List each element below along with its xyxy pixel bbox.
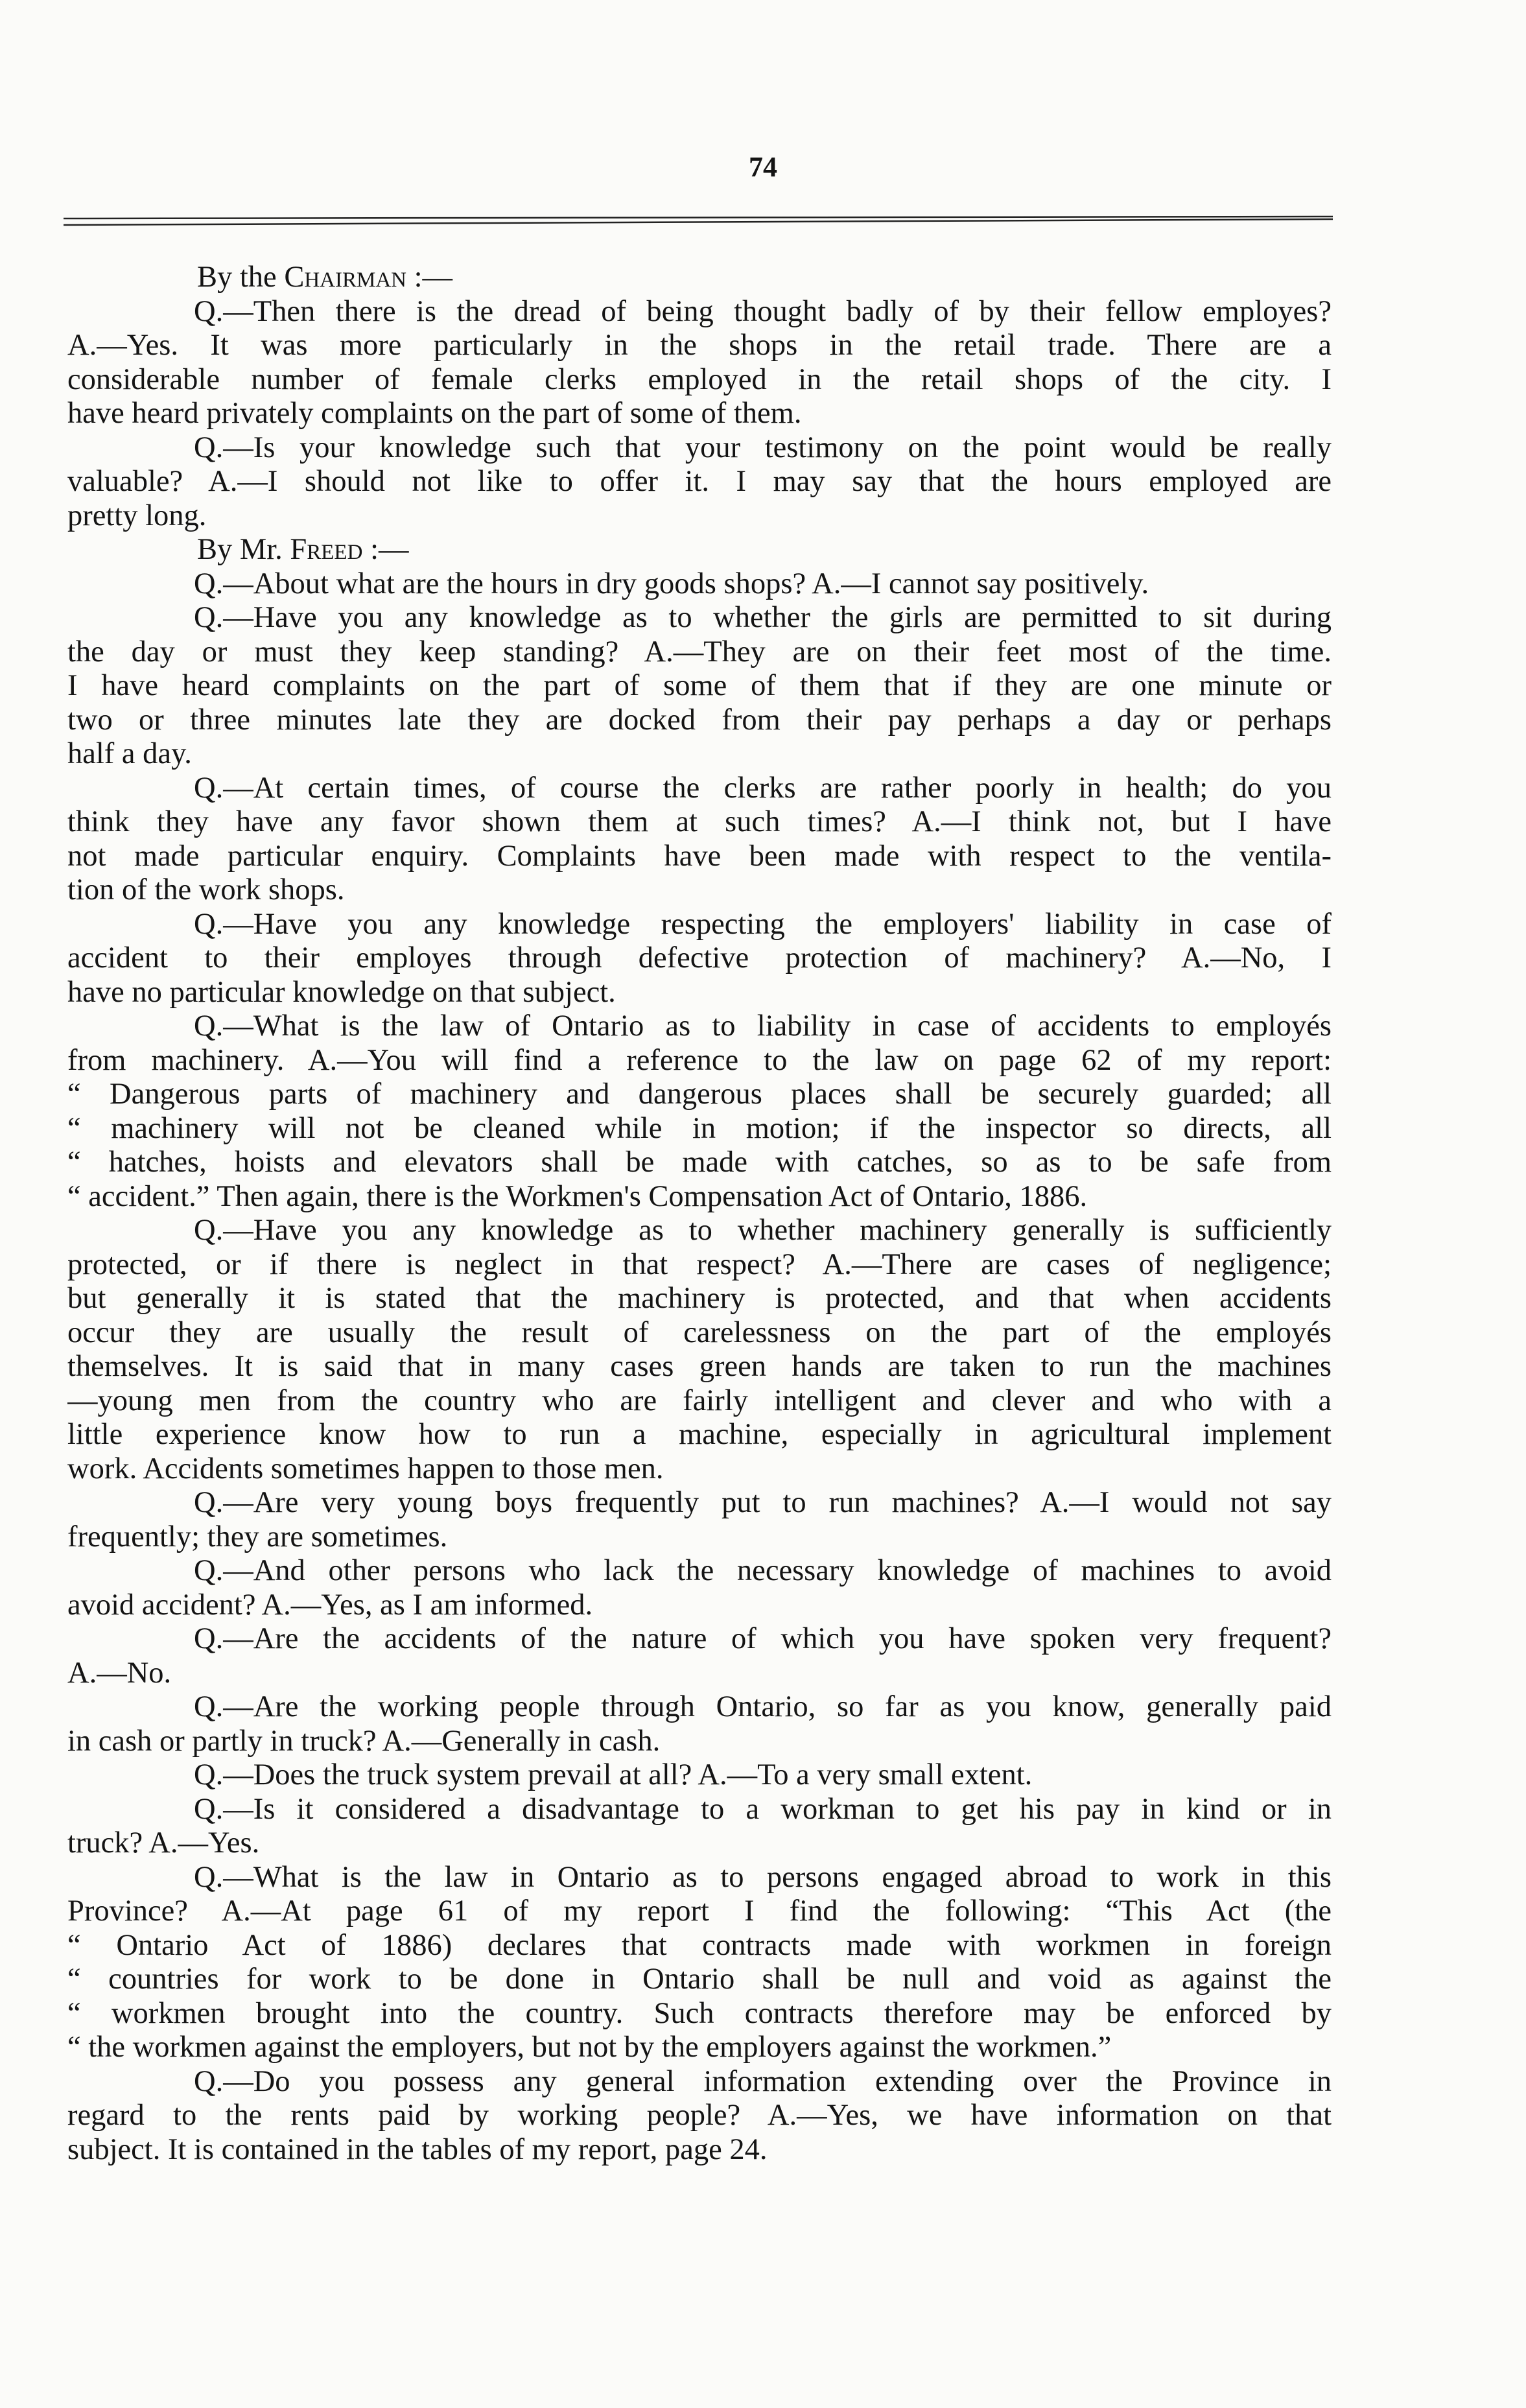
qa-paragraph	[67, 601, 1332, 772]
text-line: Q.—Then there is the dread of being thought badly of by their fellow employes?	[194, 294, 1332, 328]
speaker-name: Freed	[290, 533, 363, 566]
text-line: Q.—About what are the hours in dry goods shops? A.—I cannot say positively.	[194, 567, 1149, 600]
text-line: Q.—Have you any knowledge as to whether the girls are permitted to sit during	[194, 601, 1332, 634]
text-line: tion of the work shops.	[67, 873, 345, 906]
text-line: Q.—What is the law of Ontario as to liability in case of accidents to employés	[194, 1009, 1332, 1043]
text-line: “ Dangerous parts of machinery and dangerous places shall be securely guarded; all	[67, 1078, 1332, 1111]
text-line: Q.—Does the truck system prevail at all? A.—To a very small extent.	[194, 1758, 1033, 1791]
text-line: have no particular knowledge on that subject.	[67, 975, 616, 1009]
text-line: “ Ontario Act of 1886) declares that contracts made with workmen in foreign	[67, 1928, 1332, 1962]
text-line: “ the workmen against the employers, but not by the employers against the workmen.”	[67, 2031, 1112, 2064]
text-line: avoid accident? A.—Yes, as I am informed.	[67, 1588, 593, 1622]
speaker-prefix: By Mr.	[197, 533, 290, 566]
text-line: truck? A.—Yes.	[67, 1826, 260, 1859]
text-line: “ accident.” Then again, there is the Workmen's Compensation Act of Ontario, 1886.	[67, 1179, 1088, 1213]
text-line: but generally it is stated that the machinery is protected, and that when accidents	[67, 1282, 1332, 1315]
text-line: “ hatches, hoists and elevators shall be made with catches, so as to be safe from	[67, 1146, 1332, 1179]
qa-paragraph	[67, 1486, 1332, 1554]
qa-paragraph	[67, 2065, 1332, 2167]
text-line: from machinery. A.—You will find a reference to the law on page 62 of my report:	[67, 1043, 1332, 1077]
qa-paragraph	[67, 295, 1332, 431]
text-line: the day or must they keep standing? A.—They are on their feet most of the time.	[67, 635, 1332, 668]
text-line: A.—Yes. It was more particularly in the shops in the retail trade. There are a	[67, 329, 1332, 362]
text-line: work. Accidents sometimes happen to those men.	[67, 1452, 664, 1485]
text-line: Q.—What is the law in Ontario as to persons engaged abroad to work in this	[194, 1860, 1332, 1894]
qa-paragraph	[67, 567, 1332, 602]
qa-paragraph	[67, 1793, 1332, 1861]
text-line: Q.—Are the working people through Ontario, so far as you know, generally paid	[194, 1690, 1332, 1723]
qa-paragraph	[67, 1690, 1332, 1758]
text-line: Q.—And other persons who lack the necessary knowledge of machines to avoid	[194, 1554, 1332, 1587]
page-number: 74	[749, 151, 777, 183]
testimony-body	[67, 261, 1332, 2167]
qa-paragraph	[67, 1009, 1332, 1214]
text-line: I have heard complaints on the part of some of them that if they are one minute or	[67, 669, 1332, 702]
qa-paragraph	[67, 1622, 1332, 1690]
speaker-name: Chairman	[284, 261, 407, 294]
text-line: Province? A.—At page 61 of my report I find the following: “This Act (the	[67, 1895, 1332, 1928]
text-line: Q.—Is your knowledge such that your testimony on the point would be really	[194, 431, 1332, 464]
speaker-suffix: :—	[362, 533, 409, 566]
text-line: protected, or if there is neglect in that respect? A.—There are cases of negligence;	[67, 1247, 1332, 1281]
text-line: Q.—Are very young boys frequently put to run machines? A.—I would not say	[194, 1486, 1332, 1519]
qa-paragraph	[67, 1758, 1332, 1793]
text-line: two or three minutes late they are docked from their pay perhaps a day or perhaps	[67, 703, 1332, 737]
speaker-heading	[67, 533, 1332, 567]
speaker-suffix: :—	[406, 261, 453, 294]
text-line: Q.—Have you any knowledge as to whether machinery generally is sufficiently	[194, 1214, 1332, 1247]
text-line: little experience know how to run a machine, especially in agricultural implement	[67, 1418, 1332, 1451]
text-line: have heard privately complaints on the part of some of them.	[67, 397, 802, 430]
text-line: Q.—Do you possess any general information extending over the Province in	[194, 2064, 1332, 2098]
text-line: accident to their employes through defective protection of machinery? A.—No, I	[67, 941, 1332, 974]
text-line: think they have any favor shown them at such times? A.—I think not, but I have	[67, 805, 1332, 838]
text-line: Q.—Is it considered a disadvantage to a workman to get his pay in kind or in	[194, 1792, 1332, 1826]
qa-paragraph	[67, 772, 1332, 908]
text-line: subject. It is contained in the tables of my report, page 24.	[67, 2132, 768, 2166]
text-line: valuable? A.—I should not like to offer it. I may say that the hours employed are	[67, 465, 1332, 498]
text-line: Q.—Have you any knowledge respecting the employers' liability in case of	[194, 907, 1332, 941]
text-line: Q.—Are the accidents of the nature of which you have spoken very frequent?	[194, 1622, 1332, 1655]
text-line: A.—No.	[67, 1656, 172, 1690]
text-line: regard to the rents paid by working people? A.—Yes, we have information on that	[67, 2099, 1332, 2132]
text-line: Q.—At certain times, of course the clerks are rather poorly in health; do you	[194, 771, 1332, 805]
text-line: pretty long.	[67, 499, 207, 532]
speaker-prefix: By the	[197, 261, 285, 294]
text-line: considerable number of female clerks employed in the retail shops of the city. I	[67, 362, 1332, 396]
header-rule	[64, 211, 1334, 231]
text-line: themselves. It is said that in many cases green hands are taken to run the machines	[67, 1350, 1332, 1383]
text-line: “ machinery will not be cleaned while in motion; if the inspector so directs, all	[67, 1111, 1332, 1145]
text-line: —young men from the country who are fairly intelligent and clever and who with a	[67, 1384, 1332, 1417]
speaker-heading	[67, 261, 1332, 295]
qa-paragraph	[67, 1554, 1332, 1622]
qa-paragraph	[67, 1214, 1332, 1486]
text-line: in cash or partly in truck? A.—Generally in cash.	[67, 1724, 661, 1758]
qa-paragraph	[67, 908, 1332, 1010]
text-line: frequently; they are sometimes.	[67, 1520, 448, 1553]
text-line: not made particular enquiry. Complaints have been made with respect to the ventila-	[67, 839, 1332, 873]
text-line: occur they are usually the result of carelessness on the part of the employés	[67, 1316, 1332, 1349]
text-line: half a day.	[67, 737, 192, 770]
qa-paragraph	[67, 431, 1332, 534]
text-line: “ workmen brought into the country. Such contracts therefore may be enforced by	[67, 1996, 1332, 2030]
qa-paragraph	[67, 1861, 1332, 2065]
text-line: “ countries for work to be done in Ontario shall be null and void as against the	[67, 1963, 1332, 1996]
